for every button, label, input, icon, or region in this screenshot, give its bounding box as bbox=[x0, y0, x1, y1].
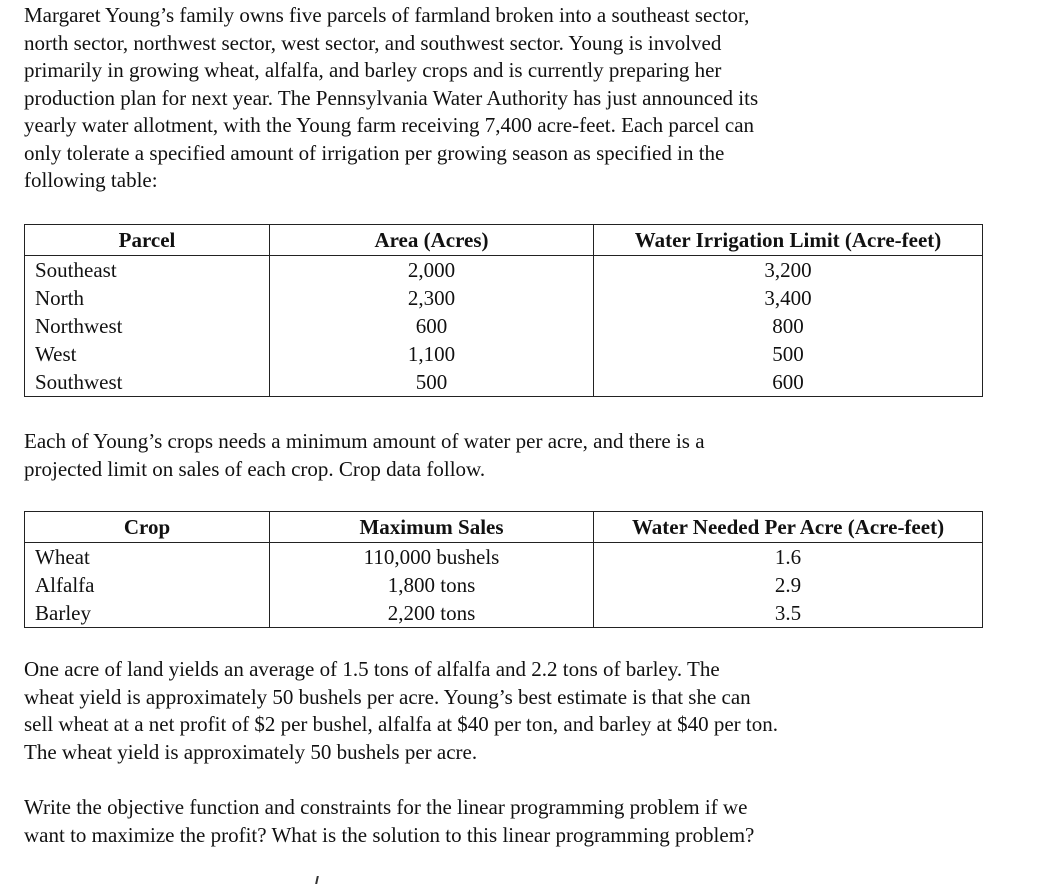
table-row bbox=[25, 599, 983, 628]
parcel-area: 1,100 bbox=[270, 340, 594, 368]
crop-name: Wheat bbox=[25, 543, 270, 572]
parcel-table bbox=[24, 224, 983, 397]
table-row bbox=[25, 340, 983, 368]
stray-mark bbox=[315, 876, 319, 884]
crop-max-sales: 2,200 tons bbox=[270, 599, 594, 628]
table-row bbox=[25, 256, 983, 285]
yield-paragraph: One acre of land yields an average of 1.5 tons of alfalfa and 2.2 tons of barley. The wheat yield is approximately 50 bushels per acre. Young’s best estimate is that she can sell wheat at a net profit of $2 per bushel, alfalfa at $40 per ton, and barley at $40 per ton. The wheat yield is approximately 50 bushels per acre. bbox=[24, 657, 778, 764]
crop-max-sales: 1,800 tons bbox=[270, 571, 594, 599]
crop-name: Alfalfa bbox=[25, 571, 270, 599]
parcel-area: 2,300 bbox=[270, 284, 594, 312]
crop-table bbox=[24, 511, 983, 628]
parcel-area: 500 bbox=[270, 368, 594, 397]
parcel-area: 600 bbox=[270, 312, 594, 340]
column-header-irrigation-limit: Water Irrigation Limit (Acre-feet) bbox=[594, 225, 983, 256]
column-header-area: Area (Acres) bbox=[270, 225, 594, 256]
parcel-irrigation-limit: 500 bbox=[594, 340, 983, 368]
parcel-name: West bbox=[25, 340, 270, 368]
parcel-irrigation-limit: 3,200 bbox=[594, 256, 983, 285]
crop-name: Barley bbox=[25, 599, 270, 628]
table-row bbox=[25, 312, 983, 340]
intro-paragraph: Margaret Young’s family owns five parcels of farmland broken into a southeast sector, north sector, northwest sector, west sector, and southwest sector. Young is involved primarily in growing wheat, alfalfa, and barley crops and is currently preparing her production plan for next year. The Pennsylvania Water Authority has just announced its yearly water allotment, with the Young farm receiving 7,400 acre-feet. Each parcel can only tolerate a specified amount of irrigation per growing season as specified in the following table: bbox=[24, 3, 759, 192]
crop-water-needed: 1.6 bbox=[594, 543, 983, 572]
parcel-irrigation-limit: 3,400 bbox=[594, 284, 983, 312]
table-header-row bbox=[25, 512, 983, 543]
parcel-area: 2,000 bbox=[270, 256, 594, 285]
table-row bbox=[25, 284, 983, 312]
crop-intro-paragraph: Each of Young’s crops needs a minimum amount of water per acre, and there is a projected limit on sales of each crop. Crop data follow. bbox=[24, 429, 705, 481]
parcel-name: North bbox=[25, 284, 270, 312]
table-row bbox=[25, 543, 983, 572]
table-row bbox=[25, 571, 983, 599]
column-header-max-sales: Maximum Sales bbox=[270, 512, 594, 543]
table-header-row bbox=[25, 225, 983, 256]
table-row bbox=[25, 368, 983, 397]
parcel-name: Southwest bbox=[25, 368, 270, 397]
parcel-name: Northwest bbox=[25, 312, 270, 340]
crop-water-needed: 2.9 bbox=[594, 571, 983, 599]
crop-max-sales: 110,000 bushels bbox=[270, 543, 594, 572]
column-header-crop: Crop bbox=[25, 512, 270, 543]
parcel-irrigation-limit: 600 bbox=[594, 368, 983, 397]
crop-water-needed: 3.5 bbox=[594, 599, 983, 628]
question-paragraph: Write the objective function and constraints for the linear programming problem if we want to maximize the profit? What is the solution to this linear programming problem? bbox=[24, 795, 755, 847]
column-header-parcel: Parcel bbox=[25, 225, 270, 256]
parcel-irrigation-limit: 800 bbox=[594, 312, 983, 340]
parcel-name: Southeast bbox=[25, 256, 270, 285]
column-header-water-needed: Water Needed Per Acre (Acre-feet) bbox=[594, 512, 983, 543]
